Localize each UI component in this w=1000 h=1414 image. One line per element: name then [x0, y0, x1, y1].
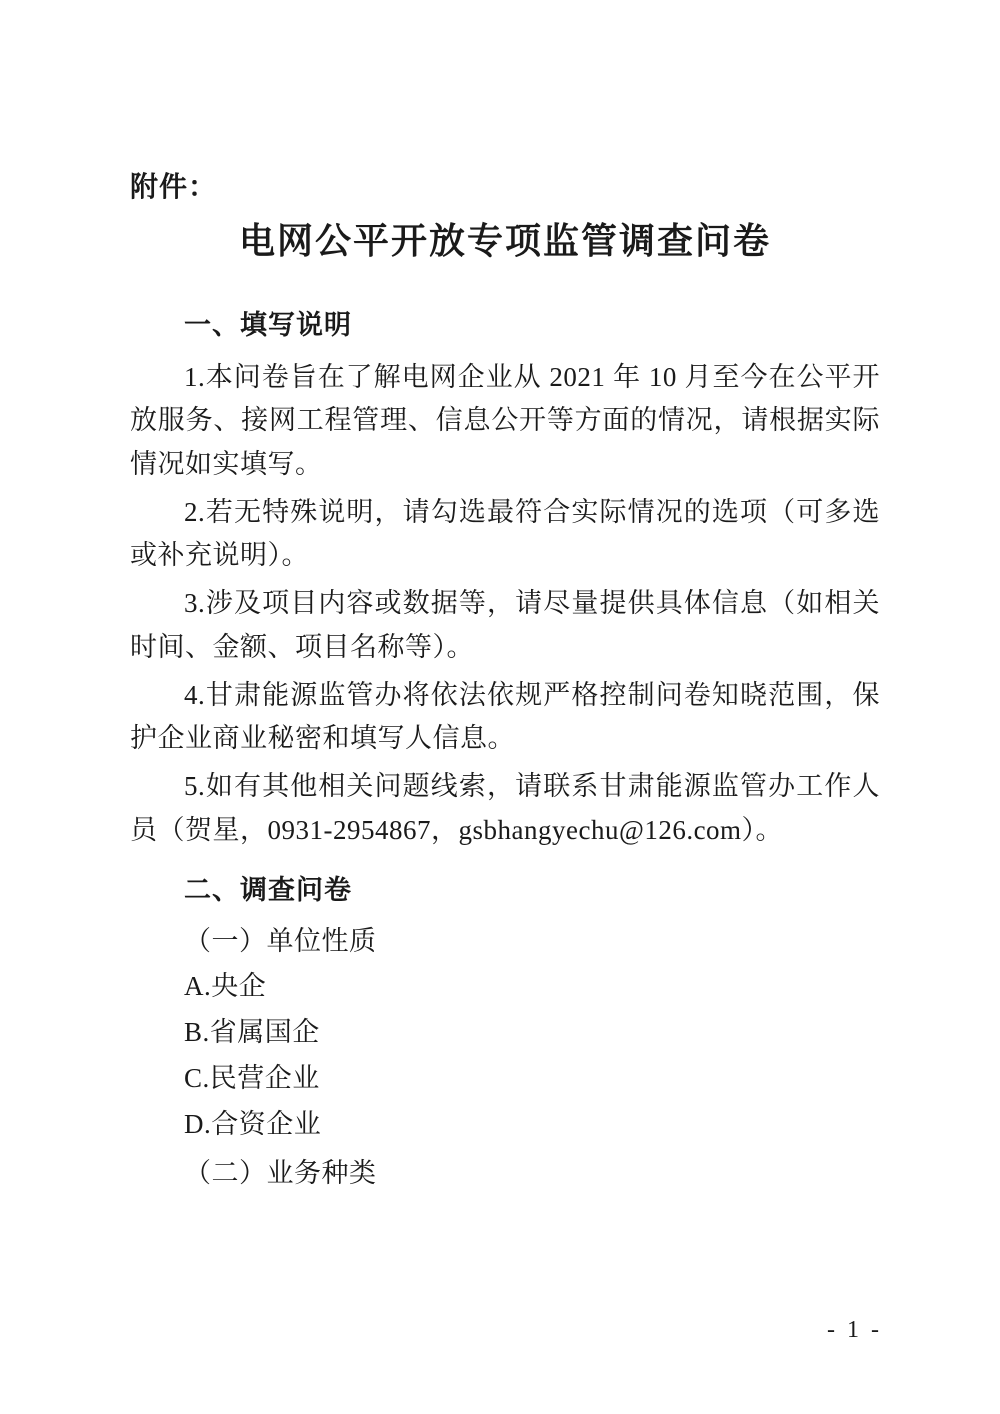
instruction-paragraph: 3.涉及项目内容或数据等，请尽量提供具体信息（如相关时间、金额、项目名称等）。 — [130, 588, 880, 662]
section-heading-instructions: 一、填写说明 — [184, 310, 352, 341]
page-title: 电网公平开放专项监管调查问卷 — [238, 219, 771, 261]
page-number: - 1 - — [827, 1317, 882, 1343]
instruction-paragraph: 2.若无特殊说明，请勾选最符合实际情况的选项（可多选或补充说明）。 — [130, 496, 880, 571]
attachment-label: 附件： — [130, 171, 218, 202]
option-item[interactable]: B.省属国企 — [184, 1017, 320, 1048]
option-item[interactable]: D.合资企业 — [184, 1108, 322, 1139]
section-heading-questionnaire: 二、调查问卷 — [184, 874, 352, 905]
question-label-business-type: （二）业务种类 — [184, 1158, 377, 1189]
option-item[interactable]: A.央企 — [184, 971, 267, 1002]
option-item[interactable]: C.民营企业 — [184, 1062, 320, 1093]
question-label-unit-nature: （一）单位性质 — [184, 925, 377, 956]
instruction-paragraph: 1.本问卷旨在了解电网企业从 2021 年 10 月至今在公平开放服务、接网工程管理、信息公开等方面的情况，请根据实际情况如实填写。 — [130, 361, 880, 479]
instruction-paragraph: 5.如有其他相关问题线索，请联系甘肃能源监管办工作人员（贺星，0931-2954867，gsbhangyechu@126.com）。 — [130, 771, 880, 845]
instruction-paragraph: 4.甘肃能源监管办将依法依规严格控制问卷知晓范围，保护企业商业秘密和填写人信息。 — [130, 679, 880, 754]
